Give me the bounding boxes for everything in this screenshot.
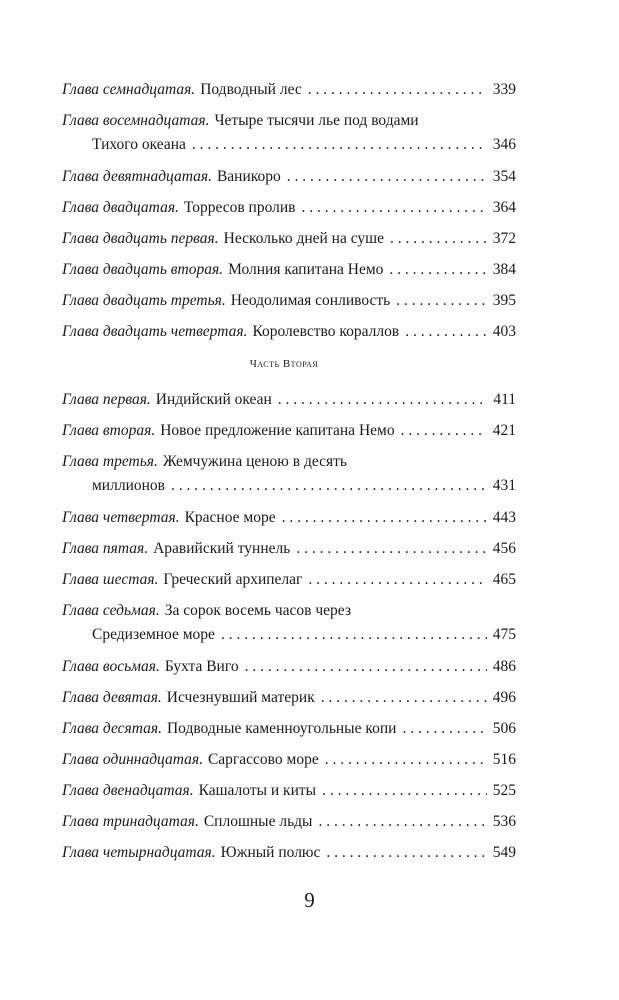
toc-entry[interactable] (62, 537, 516, 561)
page-ref: 403 (492, 323, 516, 340)
page-ref: 506 (492, 720, 516, 737)
dot-leader (401, 419, 487, 443)
chapter-label: Глава вторая. (62, 422, 156, 439)
page-number: 9 (304, 888, 315, 912)
chapter-title: За сорок восемь часов через (164, 602, 351, 619)
toc-entry[interactable] (62, 748, 516, 772)
section-title: Часть Вторая (249, 358, 319, 370)
page-ref: 395 (492, 292, 516, 309)
dot-leader (405, 320, 487, 344)
chapter-title: Подводный лес (200, 81, 302, 98)
page-ref: 549 (492, 844, 516, 861)
page-ref: 465 (492, 571, 516, 588)
chapter-label: Глава двадцать первая. (62, 230, 219, 247)
chapter-label: Глава третья. (62, 453, 158, 470)
page-ref: 496 (492, 689, 516, 706)
page-ref: 431 (492, 477, 516, 494)
page-ref: 525 (492, 782, 516, 799)
dot-leader (245, 655, 487, 679)
page-ref: 443 (492, 509, 516, 526)
table-of-contents (62, 78, 516, 872)
chapter-title: Торресов пролив (183, 199, 296, 216)
chapter-title: Южный полюс (220, 844, 321, 861)
dot-leader (318, 810, 486, 834)
toc-entry[interactable] (62, 320, 516, 344)
chapter-label: Глава четвертая. (62, 509, 180, 526)
toc-entry[interactable] (62, 655, 516, 679)
toc-entry[interactable] (62, 227, 516, 251)
chapter-label: Глава девятнадцатая. (62, 168, 212, 185)
chapter-title: Саргассово море (207, 751, 319, 768)
chapter-title: Бухта Виго (164, 658, 239, 675)
page-ref: 346 (492, 136, 516, 153)
toc-entry[interactable] (62, 196, 516, 220)
page-ref: 411 (493, 391, 516, 408)
dot-leader (278, 388, 488, 412)
chapter-label: Глава восьмая. (62, 658, 160, 675)
chapter-title: Аравийский туннель (153, 540, 291, 557)
toc-entry[interactable] (62, 78, 516, 102)
chapter-label: Глава десятая. (62, 720, 162, 737)
chapter-label: Глава шестая. (62, 571, 159, 588)
page-ref: 456 (492, 540, 516, 557)
chapter-label: Глава семнадцатая. (62, 81, 196, 98)
dot-leader (308, 568, 486, 592)
dot-leader (322, 779, 487, 803)
chapter-label: Глава пятая. (62, 540, 149, 557)
dot-leader (171, 474, 487, 498)
chapter-title: Ваникоро (216, 168, 281, 185)
toc-entry[interactable] (62, 506, 516, 530)
chapter-label: Глава двадцать четвертая. (62, 323, 248, 340)
dot-leader (192, 133, 487, 157)
dot-leader (325, 748, 487, 772)
chapter-title-continuation: Тихого океана (92, 136, 186, 153)
chapter-title: Королевство кораллов (252, 323, 400, 340)
chapter-label: Глава тринадцатая. (62, 813, 199, 830)
dot-leader (282, 506, 487, 530)
dot-leader (287, 165, 487, 189)
chapter-label: Глава седьмая. (62, 602, 160, 619)
dot-leader (308, 78, 487, 102)
page-ref: 475 (492, 626, 516, 643)
chapter-title: Неодолимая сонливость (230, 292, 391, 309)
chapter-label: Глава одиннадцатая. (62, 751, 203, 768)
chapter-title-continuation: Средиземное море (92, 626, 215, 643)
dot-leader (302, 196, 487, 220)
chapter-title: Подводные каменноугольные копи (166, 720, 397, 737)
page-ref: 536 (492, 813, 516, 830)
dot-leader (390, 227, 487, 251)
chapter-label: Глава восемнадцатая. (62, 112, 210, 129)
toc-entry[interactable] (62, 165, 516, 189)
chapter-title: Новое предложение капитана Немо (160, 422, 395, 439)
page-ref: 372 (492, 230, 516, 247)
toc-entry[interactable] (62, 258, 516, 282)
toc-entry[interactable] (62, 810, 516, 834)
chapter-title: Жемчужина ценою в десять (162, 453, 347, 470)
chapter-title: Молния капитана Немо (228, 261, 384, 278)
dot-leader (389, 258, 486, 282)
chapter-title: Индийский океан (155, 391, 272, 408)
page-ref: 516 (492, 751, 516, 768)
toc-entry[interactable] (62, 419, 516, 443)
chapter-label: Глава двадцатая. (62, 199, 179, 216)
toc-entry[interactable] (62, 450, 516, 498)
chapter-label: Глава четырнадцатая. (62, 844, 216, 861)
toc-entry[interactable] (62, 568, 516, 592)
page-ref: 354 (492, 168, 516, 185)
chapter-title: Четыре тысячи лье под водами (214, 112, 419, 129)
chapter-title: Исчезнувший материк (166, 689, 315, 706)
page-ref: 364 (492, 199, 516, 216)
chapter-title: Красное море (184, 509, 276, 526)
toc-entry[interactable] (62, 717, 516, 741)
toc-entry[interactable] (62, 841, 516, 865)
page-ref: 421 (492, 422, 516, 439)
dot-leader (221, 623, 487, 647)
toc-entry[interactable] (62, 686, 516, 710)
dot-leader (326, 841, 486, 865)
chapter-title-continuation: миллионов (92, 477, 165, 494)
toc-entry[interactable] (62, 109, 516, 157)
page-ref: 384 (492, 261, 516, 278)
toc-entry[interactable] (62, 599, 516, 647)
page-ref: 339 (492, 81, 516, 98)
dot-leader (402, 717, 486, 741)
chapter-title: Кашалоты и киты (198, 782, 317, 799)
dot-leader (396, 289, 487, 313)
toc-entry[interactable] (62, 779, 516, 803)
section-heading (62, 358, 516, 370)
toc-entry[interactable] (62, 388, 516, 412)
chapter-title: Сплошные льды (203, 813, 313, 830)
dot-leader (296, 537, 486, 561)
chapter-label: Глава девятая. (62, 689, 162, 706)
dot-leader (321, 686, 487, 710)
chapter-label: Глава первая. (62, 391, 151, 408)
chapter-label: Глава двадцать вторая. (62, 261, 224, 278)
chapter-title: Греческий архипелаг (163, 571, 303, 588)
chapter-label: Глава двадцать третья. (62, 292, 226, 309)
chapter-label: Глава двенадцатая. (62, 782, 194, 799)
toc-entry[interactable] (62, 289, 516, 313)
page-ref: 486 (492, 658, 516, 675)
chapter-title: Несколько дней на суше (223, 230, 384, 247)
